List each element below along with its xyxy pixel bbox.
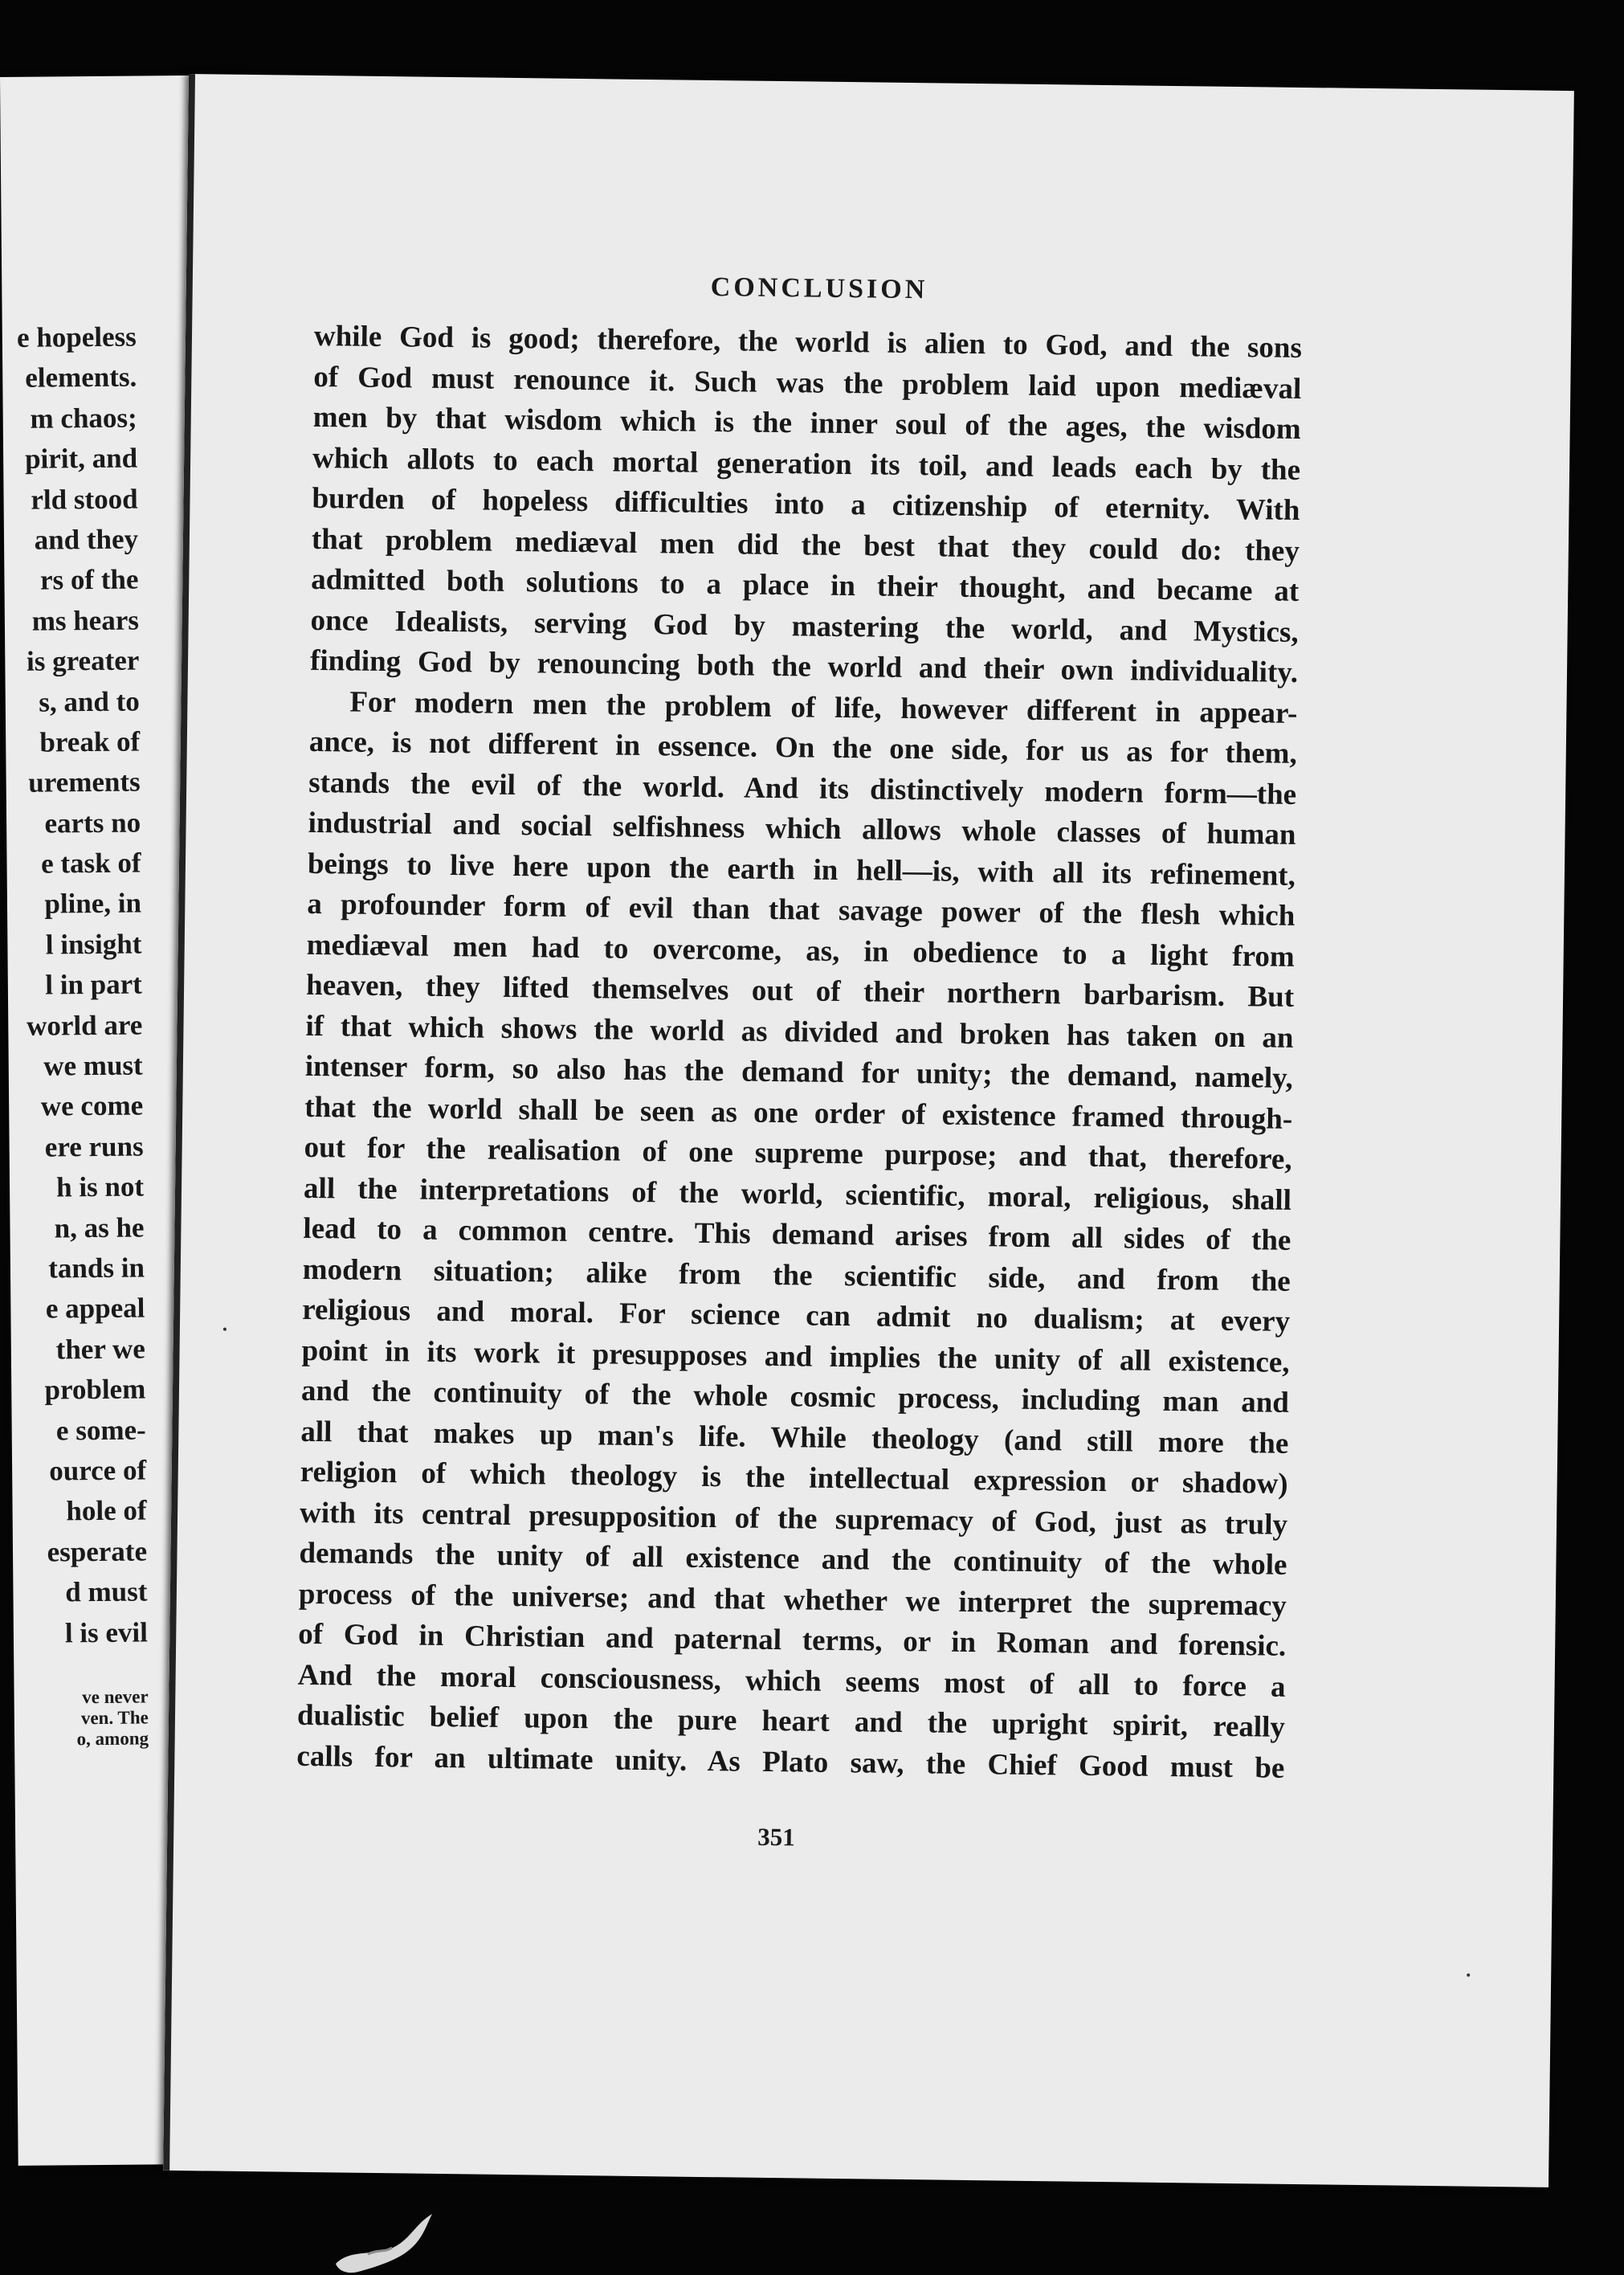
text-line: men by that wisdom which is the inner soul of the ages, the wisdom [312,400,1301,446]
text-line: process of the universe; and that whether we interpret the supremacy [298,1577,1287,1623]
text-line: and the continuity of the whole cosmic process, including man and [300,1374,1290,1419]
text-line: dualistic belief upon the pure heart and the upright spirit, really [296,1698,1286,1744]
left-line: we come [40,1089,144,1123]
left-line: elements. [25,361,137,394]
footnote-line: ve never [82,1686,149,1708]
left-line: rld stood [31,483,138,516]
left-line: e some- [55,1414,146,1446]
text-line: modern situation; alike from the scientific side, and from the [302,1252,1291,1298]
text-line: out for the realisation of one supreme purpose; and that, therefore, [304,1130,1292,1176]
left-line: e appeal [45,1292,145,1325]
text-line: calls for an ultimate unity. As Plato saw, the Chief Good must be [296,1739,1285,1785]
left-line: l in part [45,968,143,1001]
text-line: industrial and social selfishness which allows whole classes of human [308,806,1296,852]
left-line: and they [34,523,139,556]
left-line: e hopeless [16,321,137,353]
scan-speck [1467,1974,1470,1977]
left-line: ther we [55,1333,145,1366]
text-line: of God in Christian and paternal terms, or in Roman and forensic. [298,1617,1287,1663]
text-line: all that makes up man's life. While theology (and still more the [300,1415,1289,1460]
left-line: pline, in [44,887,142,921]
left-line: m chaos; [30,402,137,435]
left-line: h is not [55,1170,145,1203]
left-line: break of [39,725,141,758]
text-line: a profounder form of evil than that savage power of the flesh which [307,887,1296,933]
text-line: mediæval men had to overcome, as, in obedience to a light from [306,928,1295,974]
text-line: religion of which theology is the intellectual expression or shadow) [300,1455,1288,1501]
left-line: hole of [66,1494,147,1527]
left-line: ere runs [44,1130,144,1163]
text-line: lead to a common centre. This demand arises from all sides of the [303,1211,1291,1257]
left-line: urements [28,766,141,799]
footnote-line: o, among [76,1728,149,1750]
text-line: stands the evil of the world. And its distinctively modern form—the [308,766,1297,811]
text-line: that problem mediæval men did the best that they could do: they [311,522,1300,568]
text-line: And the moral consciousness, which seems most of all to force a [297,1658,1286,1704]
text-line: of God must renounce it. Such was the problem laid upon mediæval [313,360,1302,406]
left-line: pirit, and [24,442,138,475]
text-line: admitted both solutions to a place in their thought, and became at [311,562,1300,608]
text-line: if that which shows the world as divided and broken has taken on an [305,1009,1294,1055]
text-line: beings to live here upon the earth in hell—is, with all its refinement, [307,847,1296,892]
left-line: we must [43,1049,143,1082]
text-line: finding God by renouncing both the world and their own individuality. [309,643,1299,689]
left-line: rs of the [39,563,139,596]
text-line: that the world shall be seen as one order of existence framed through- [304,1090,1293,1136]
left-line: s, and to [39,685,140,718]
left-line: world are [26,1009,143,1042]
text-line: demands the unity of all existence and the continuity of the whole [299,1536,1287,1582]
text-line: with its central presupposition of the supremacy of God, just as truly [299,1496,1288,1542]
left-line: e task of [40,847,141,880]
text-line: For modern men the problem of life, however different in appear- [349,685,1298,730]
left-line: is greater [26,644,140,677]
right-page [163,74,1574,2187]
left-line: d must [65,1575,148,1608]
left-page-footnote [76,1686,149,1750]
left-line: l insight [45,928,142,961]
page-number: 351 [757,1822,795,1852]
text-line: all the interpretations of the world, scientific, moral, religious, shall [303,1171,1292,1217]
text-line: burden of hopeless difficulties into a citizenship of eternity. With [312,481,1300,527]
left-line: earts no [44,807,141,839]
left-line: tands in [48,1252,145,1285]
text-line: religious and moral. For science can admit no dualism; at every [301,1293,1291,1338]
left-line: problem [44,1373,146,1406]
scan-speck [223,1328,226,1331]
left-line: l is evil [64,1615,149,1648]
scan-artifact-icon [320,2208,460,2275]
text-line: while God is good; therefore, the world is alien to God, and the sons [313,319,1303,365]
left-page-text [17,317,148,1654]
body-text [296,317,1302,1789]
left-line: ms hears [31,604,140,637]
text-line: which allots to each mortal generation its toil, and leads each by the [312,441,1301,487]
left-line: n, as he [54,1211,145,1244]
left-line: ource of [49,1454,147,1487]
running-head: CONCLUSION [710,272,928,305]
text-line: point in its work it presupposes and implies the unity of all existence, [301,1334,1290,1379]
footnote-line: ven. The [80,1707,149,1729]
text-line: intenser form, so also has the demand for unity; the demand, namely, [304,1049,1294,1095]
text-line: ance, is not different in essence. On the one side, for us as for them, [308,725,1298,770]
text-line: heaven, they lifted themselves out of their northern barbarism. But [305,968,1295,1014]
text-line: once Idealists, serving God by mastering the world, and Mystics, [310,603,1299,649]
left-line: esperate [47,1535,148,1568]
